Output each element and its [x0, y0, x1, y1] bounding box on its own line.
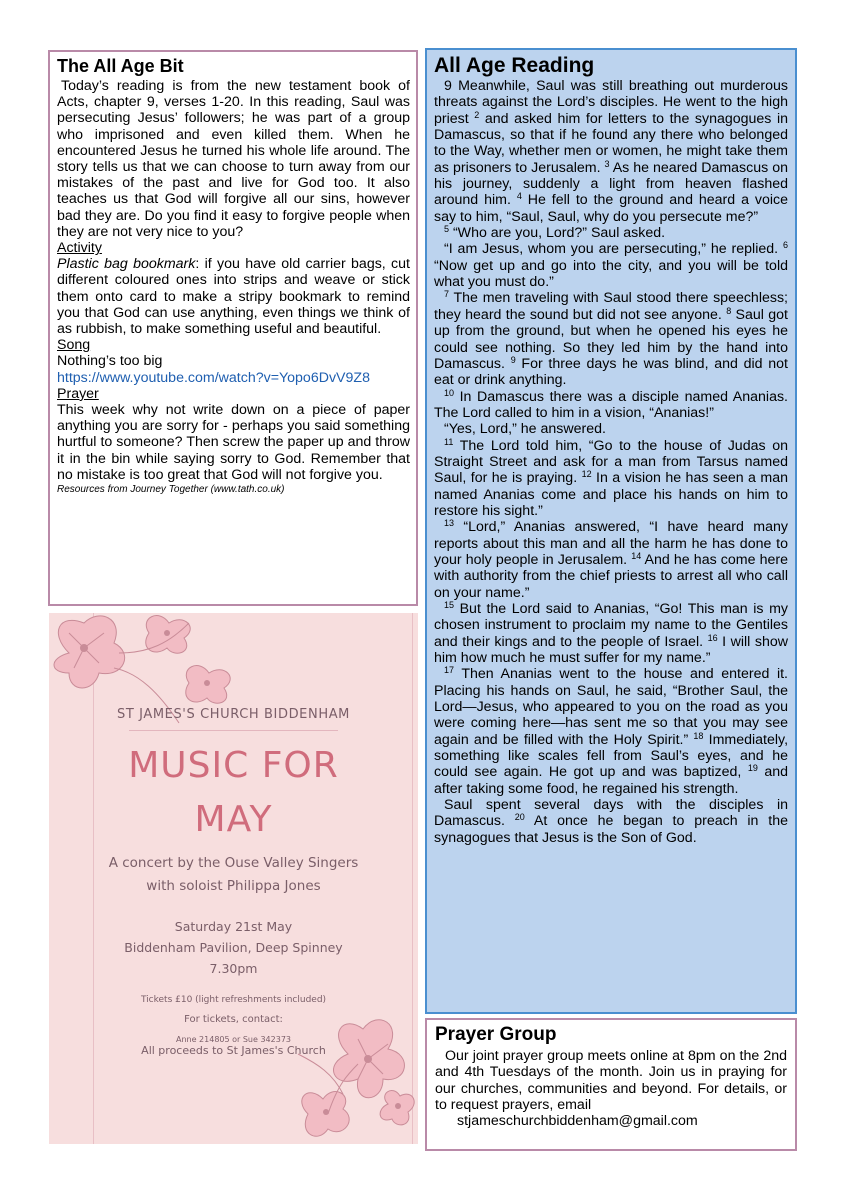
reading-paragraph	[434, 666, 788, 797]
verse-number: 12	[581, 469, 592, 480]
resources-credit: Resources from Journey Together (www.tath.co.uk)	[57, 484, 285, 496]
verse-text: As he neared Damascus on his journey, suddenly a light from heaven flashed around him.	[434, 159, 788, 209]
poster-contacts: Anne 214805 or Sue 342373	[175, 1035, 292, 1044]
all-age-reading-panel	[425, 48, 797, 1014]
reading-paragraph	[434, 438, 788, 520]
prayer-heading: Prayer	[57, 385, 99, 402]
reading-paragraph	[434, 797, 788, 846]
verse-number: 13	[444, 518, 455, 529]
prayer-group-email[interactable]: stjameschurchbiddenham@gmail.com	[457, 1113, 698, 1130]
verse-number: 9	[510, 354, 516, 365]
prayer-group-title: Prayer Group	[435, 1024, 557, 1045]
activity-text: : if you have old carrier bags, cut different coloured ones into strips and weave or stick them onto card to make a stripy bookmark to remind you that God can use anything, even things we think of as rubbish, to make something useful and beautiful.	[57, 256, 410, 338]
verse-text: In a vision he has seen a man named Ananias come and place his hands on him to restore his sight.”	[434, 470, 788, 519]
poster-ticket-info	[49, 990, 418, 1050]
verse-text: “Now get up and go into the city, and you will be told what you must do.”	[434, 257, 788, 291]
verse-number: 20	[514, 812, 525, 823]
poster-proceeds: All proceeds to St James's Church	[141, 1044, 326, 1057]
verse-text: Immediately, something like scales fell from Saul’s eyes, and he could see again. He got up and was baptized,	[434, 731, 789, 781]
verse-number: 19	[747, 763, 758, 774]
reading-title: All Age Reading	[434, 54, 595, 77]
prayer-text: This week why not write down on a piece of paper anything you are sorry for - perhaps you said something hurtful to someone? Then screw the paper up and throw it in the bin while saying sorry to God. Remember that no mistake is too great that God will not forgive you.	[57, 402, 410, 483]
verse-text: For three days he was blind, and did not eat or drink anything.	[434, 355, 788, 389]
verse-text: and after taking some food, he regained his strength.	[434, 764, 788, 797]
verse-number: 2	[474, 109, 480, 120]
verse-number: 4	[516, 191, 522, 202]
reading-paragraph	[434, 225, 788, 241]
song-title: Nothing’s too big	[57, 353, 163, 370]
verse-number: 10	[444, 387, 455, 398]
poster-title-line1: MUSIC FOR	[128, 745, 339, 786]
verse-number: 7	[444, 289, 450, 300]
all-age-bit-panel	[48, 50, 418, 606]
verse-number: 5	[444, 224, 450, 235]
verse-text: 9 Meanwhile, Saul was still breathing out murderous threats against the Lord’s disciples. He went to the high priest	[434, 78, 788, 127]
prayer-group-panel	[425, 1018, 797, 1151]
verse-text: “Yes, Lord,” he answered.	[444, 421, 606, 438]
reading-paragraph	[434, 601, 788, 666]
reading-paragraph	[434, 421, 788, 437]
reading-paragraph	[434, 290, 788, 388]
poster-subtitle	[49, 852, 418, 898]
verse-text: But the Lord said to Ananias, “Go! This man is my chosen instrument to proclaim my name to the Gentiles and their kings and to the people of Israel.	[434, 601, 788, 650]
verse-text: “Lord,” Ananias answered, “I have heard many reports about this man and all the harm he has done to your holy people in Jerusalem.	[434, 519, 788, 568]
flower-top-left-icon	[49, 613, 249, 743]
verse-text: He fell to the ground and heard a voice say to him, “Saul, Saul, why do you persecute me?”	[434, 192, 788, 225]
verse-number: 14	[631, 550, 642, 561]
activity-description	[57, 256, 410, 337]
reading-paragraph	[434, 389, 788, 422]
verse-number: 18	[693, 730, 704, 741]
verse-text: In Damascus there was a disciple named Ananias. The Lord called to him in a vision, “Ananias!”	[434, 388, 788, 421]
poster-subtitle-line2: with soloist Philippa Jones	[146, 878, 321, 894]
reading-body	[434, 78, 788, 846]
verse-text: “Who are you, Lord?” Saul asked.	[449, 225, 666, 242]
activity-heading: Activity	[57, 240, 102, 257]
poster-title-line2: MAY	[194, 799, 273, 840]
poster-time: 7.30pm	[209, 961, 258, 976]
reading-paragraph	[434, 241, 788, 290]
all-age-bit-title: The All Age Bit	[57, 56, 184, 76]
verse-number: 8	[726, 305, 732, 316]
verse-text: Saul spent several days with the disciples in Damascus.	[434, 797, 788, 830]
poster-church-name: ST JAMES'S CHURCH BIDDENHAM	[117, 707, 350, 722]
poster-divider	[129, 730, 338, 731]
verse-number: 15	[444, 600, 455, 610]
verse-number: 3	[604, 158, 610, 169]
poster-event-details	[49, 916, 418, 979]
activity-name: Plastic bag bookmark	[57, 256, 196, 273]
verse-number: 16	[707, 632, 718, 643]
verse-text: Then Ananias went to the house and entered it. Placing his hands on Saul, he said, “Brother Saul, the Lord—Jesus, who appeared to you on the road as you were coming here—has sent me so that you may see again and be filled with the Holy Spirit.”	[434, 666, 788, 748]
poster-venue: Biddenham Pavilion, Deep Spinney	[124, 940, 343, 955]
reading-paragraph	[434, 519, 788, 601]
verse-number: 17	[444, 665, 455, 676]
prayer-group-text: Our joint prayer group meets online at 8pm on the 2nd and 4th Tuesdays of the month. Join us in praying for our churches, communities and beyond. For details, or to request prayers, email	[435, 1048, 787, 1113]
reading-paragraph	[434, 78, 788, 225]
concert-poster	[49, 613, 418, 1144]
poster-subtitle-line1: A concert by the Ouse Valley Singers	[108, 855, 359, 871]
song-heading: Song	[57, 337, 91, 354]
verse-number: 11	[444, 436, 454, 447]
verse-text: At once he began to preach in the synagogues that Jesus is the Son of God.	[434, 813, 788, 846]
poster-tickets: Tickets £10 (light refreshments included)	[140, 995, 327, 1005]
all-age-bit-intro: Today’s reading is from the new testament book of Acts, chapter 9, verses 1-20. In this reading, Saul was persecuting Jesus’ followers; he was part of a group who imprisoned and even killed them. When he encountered Jesus he turned his whole life around. The story tells us that we can choose to turn away from our mistakes of the past and live for God too. It also teaches us that God will forgive all our sins, however bad they are. Do you find it easy to forgive people when they are not very nice to you?	[57, 78, 410, 240]
verse-text: The Lord told him, “Go to the house of Judas on Straight Street and ask for a man from Tarsus named Saul, for he is praying.	[434, 437, 788, 487]
song-link[interactable]: https://www.youtube.com/watch?v=Yopo6DvV9Z8	[57, 369, 370, 386]
verse-text: I will show him how much he must suffer for my name.”	[434, 633, 788, 667]
poster-date: Saturday 21st May	[174, 919, 293, 934]
verse-text: “I am Jesus, whom you are persecuting,” he replied.	[444, 241, 783, 258]
poster-contact-label: For tickets, contact:	[184, 1014, 283, 1025]
verse-text: Saul got up from the ground, but when he opened his eyes he could see nothing. So they led him by the hand into Damascus.	[434, 306, 788, 372]
verse-number: 6	[782, 240, 788, 251]
verse-text: and asked him for letters to the synagogues in Damascus, so that if he found any there who belonged to the Way, whether men or women, he might take them as prisoners to Jerusalem.	[434, 110, 789, 176]
verse-text: And he has come here with authority from the chief priests to arrest all who call on your name.”	[434, 551, 788, 601]
poster-title	[49, 747, 418, 839]
verse-text: The men traveling with Saul stood there speechless; they heard the sound but did not see anyone.	[434, 290, 788, 323]
